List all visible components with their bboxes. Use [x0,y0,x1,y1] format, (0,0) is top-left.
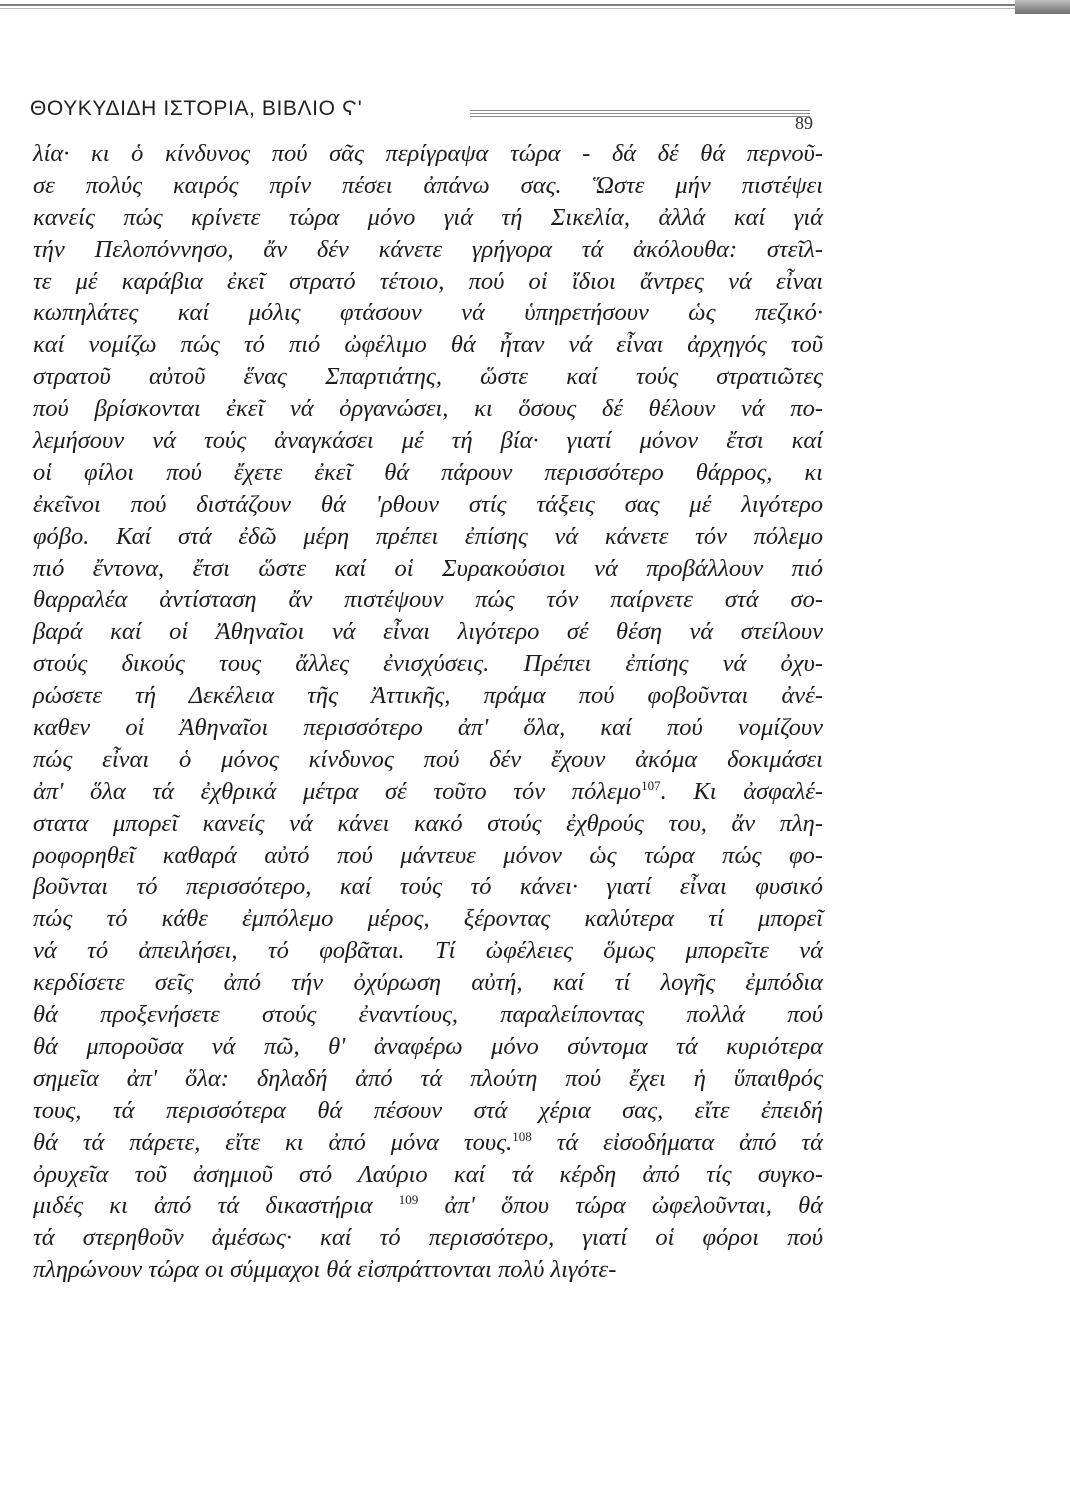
text-line [33,1254,823,1286]
text-line-continuation: ἀπ' ὅπου τώρα ὠφελοῦνται, θά [418,1192,823,1220]
text-line [33,648,823,680]
header-rule [470,110,810,120]
text-line [33,138,823,170]
text-line [33,297,823,329]
footnote-reference: 108 [512,1128,532,1144]
text-line-content: θά τά πάρετε, εἴτε κι ἀπό μόνα τους. [33,1128,513,1156]
text-line-content: οἱ φίλοι πού ἔχετε ἐκεῖ θά πάρουν περισσότερο θάρρος, κι [33,458,823,486]
text-line [33,1190,823,1222]
text-line [33,266,823,298]
text-line-content: πώς τό κάθε ἐμπόλεμο μέρος, ξέροντας καλύτερα τί μπορεῖ [33,905,823,933]
text-line [33,1159,823,1191]
text-line [33,808,823,840]
text-line-content: νά τό ἀπειλήσει, τό φοβᾶται. Τί ὠφέλειες ὅμως μπορεῖτε νά [33,937,823,965]
text-line-content: καθεν οἱ Ἀθηναῖοι περισσότερο ἀπ' ὅλα, καί πού νομίζουν [33,714,823,742]
text-line-continuation: τά εἰσοδήματα ἀπό τά [531,1128,823,1156]
body-text [33,138,823,1286]
text-line-content: ροφορηθεῖ καθαρά αὐτό πού μάντευε μόνον ὡς τώρα πώς φο- [33,841,823,869]
text-line [33,744,823,776]
text-line-content: στατα μπορεῖ κανείς νά κάνει κακό στούς ἐχθρούς του, ἄν πλη- [33,809,823,837]
text-line [33,1127,823,1159]
text-line [33,202,823,234]
text-line-content: τε μέ καράβια ἐκεῖ στρατό τέτοιο, πού οἱ ἴδιοι ἄντρες νά εἶναι [33,267,823,295]
text-line [33,616,823,648]
text-line [33,999,823,1031]
text-line [33,1222,823,1254]
text-line-content: ἐκεῖνοι πού διστάζουν θά 'ρθουν στίς τάξεις σας μέ λιγότερο [33,490,823,518]
running-header-title: ΘΟΥΚΥΔΙΔΗ ΙΣΤΟΡΙΑ, ΒΙΒΛΙΟ Ϛ' [30,97,363,120]
text-line-content: τήν Πελοπόννησο, ἄν δέν κάνετε γρήγορα τά ἀκόλουθα: στεῖλ- [33,235,823,263]
text-line-content: θά προξενήσετε στούς ἐναντίους, παραλείποντας πολλά πού [33,1001,823,1029]
text-line [33,553,823,585]
text-line [33,361,823,393]
text-line-content: σημεῖα ἀπ' ὅλα: δηλαδή ἀπό τά πλούτη πού ἔχει ἡ ὕπαιθρός [33,1064,823,1092]
text-line-content: τά στερηθοῦν ἀμέσως· καί τό περισσότερο, γιατί οἱ φόροι πού [33,1224,823,1252]
text-line-content: στρατοῦ αὐτοῦ ἕνας Σπαρτιάτης, ὥστε καί τούς στρατιῶτες [33,363,823,391]
text-line-content: θαρραλέα ἀντίσταση ἄν πιστέψουν πώς τόν παίρνετε στά σο- [33,586,823,614]
text-line [33,425,823,457]
text-line [33,1063,823,1095]
text-line-content: τους, τά περισσότερα θά πέσουν στά χέρια σας, εἴτε ἐπειδή [33,1096,823,1124]
text-line-content: πού βρίσκονται ἐκεῖ νά ὀργανώσει, κι ὅσους δέ θέλουν νά πο- [33,395,823,423]
text-line [33,489,823,521]
text-line [33,584,823,616]
text-line [33,457,823,489]
text-line-content: πώς εἶναι ὁ μόνος κίνδυνος πού δέν ἔχουν ἀκόμα δοκιμάσει [33,745,823,773]
text-line-content: φόβο. Καί στά ἐδῶ μέρη πρέπει ἐπίσης νά κάνετε τόν πόλεμο [33,522,823,550]
text-line [33,521,823,553]
footnote-reference: 109 [398,1192,419,1208]
text-line-content: κερδίσετε σεῖς ἀπό τήν ὀχύρωση αὐτή, καί τί λογῆς ἐμπόδια [33,969,823,997]
footnote-reference: 107 [641,777,661,793]
text-line [33,1095,823,1127]
text-line [33,903,823,935]
text-line-content: σε πολύς καιρός πρίν πέσει ἀπάνω σας. Ὥστε μήν πιστέψει [33,171,823,199]
text-line [33,1031,823,1063]
text-line [33,234,823,266]
text-line [33,776,823,808]
text-line-content: κωπηλάτες καί μόλις φτάσουν νά ὑπηρετήσουν ὡς πεζικό· [33,299,823,327]
text-line [33,170,823,202]
text-line [33,967,823,999]
text-line-content: πληρώνουν τώρα οι σύμμαχοι θά εἰσπράττονται πολύ λιγότε- [33,1256,617,1284]
text-line-content: λία· κι ὁ κίνδυνος πού σᾶς περίγραψα τώρα - δά δέ θά περνοῦ- [33,140,823,167]
text-line-content: ἀπ' ὅλα τά ἐχθρικά μέτρα σέ τοῦτο τόν πόλεμο [33,777,642,805]
text-line-content: καί νομίζω πώς τό πιό ὠφέλιμο θά ἦταν νά εἶναι ἀρχηγός τοῦ [33,331,823,359]
text-line-content: βαρά καί οἱ Ἀθηναῖοι νά εἶναι λιγότερο σέ θέση νά στείλουν [33,618,823,646]
text-line [33,871,823,903]
text-line [33,329,823,361]
text-line-content: θά μποροῦσα νά πῶ, θ' ἀναφέρω μόνο σύντομα τά κυριότερα [33,1032,823,1060]
page-number: 89 [795,113,813,133]
text-line-content: πιό ἔντονα, ἔτσι ὥστε καί οἱ Συρακούσιοι νά προβάλλουν πιό [33,554,823,582]
scan-top-edge [0,0,1070,14]
text-line [33,935,823,967]
text-line-content: ρώσετε τή Δεκέλεια τῆς Ἀττικῆς, πράμα πού φοβοῦνται ἀνέ- [33,682,823,710]
text-line [33,840,823,872]
text-line [33,393,823,425]
text-line-content: μιδές κι ἀπό τά δικαστήρια [33,1192,399,1220]
text-line-content: λεμήσουν νά τούς ἀναγκάσει μέ τή βία· γιατί μόνον ἔτσι καί [33,427,823,455]
text-line-continuation: . Κι ἀσφαλέ- [660,777,824,805]
text-line [33,712,823,744]
text-line-content: κανείς πώς κρίνετε τώρα μόνο γιά τή Σικελία, ἀλλά καί γιά [33,203,823,231]
text-line-content: ὀρυχεῖα τοῦ ἀσημιοῦ στό Λαύριο καί τά κέρδη ἀπό τίς συγκο- [33,1160,823,1188]
running-header [30,97,820,133]
text-line-content: βοῦνται τό περισσότερο, καί τούς τό κάνει· γιατί εἶναι φυσικό [33,873,823,901]
text-line [33,680,823,712]
text-line-content: στούς δικούς τους ἄλλες ἐνισχύσεις. Πρέπει ἐπίσης νά ὀχυ- [33,650,823,678]
